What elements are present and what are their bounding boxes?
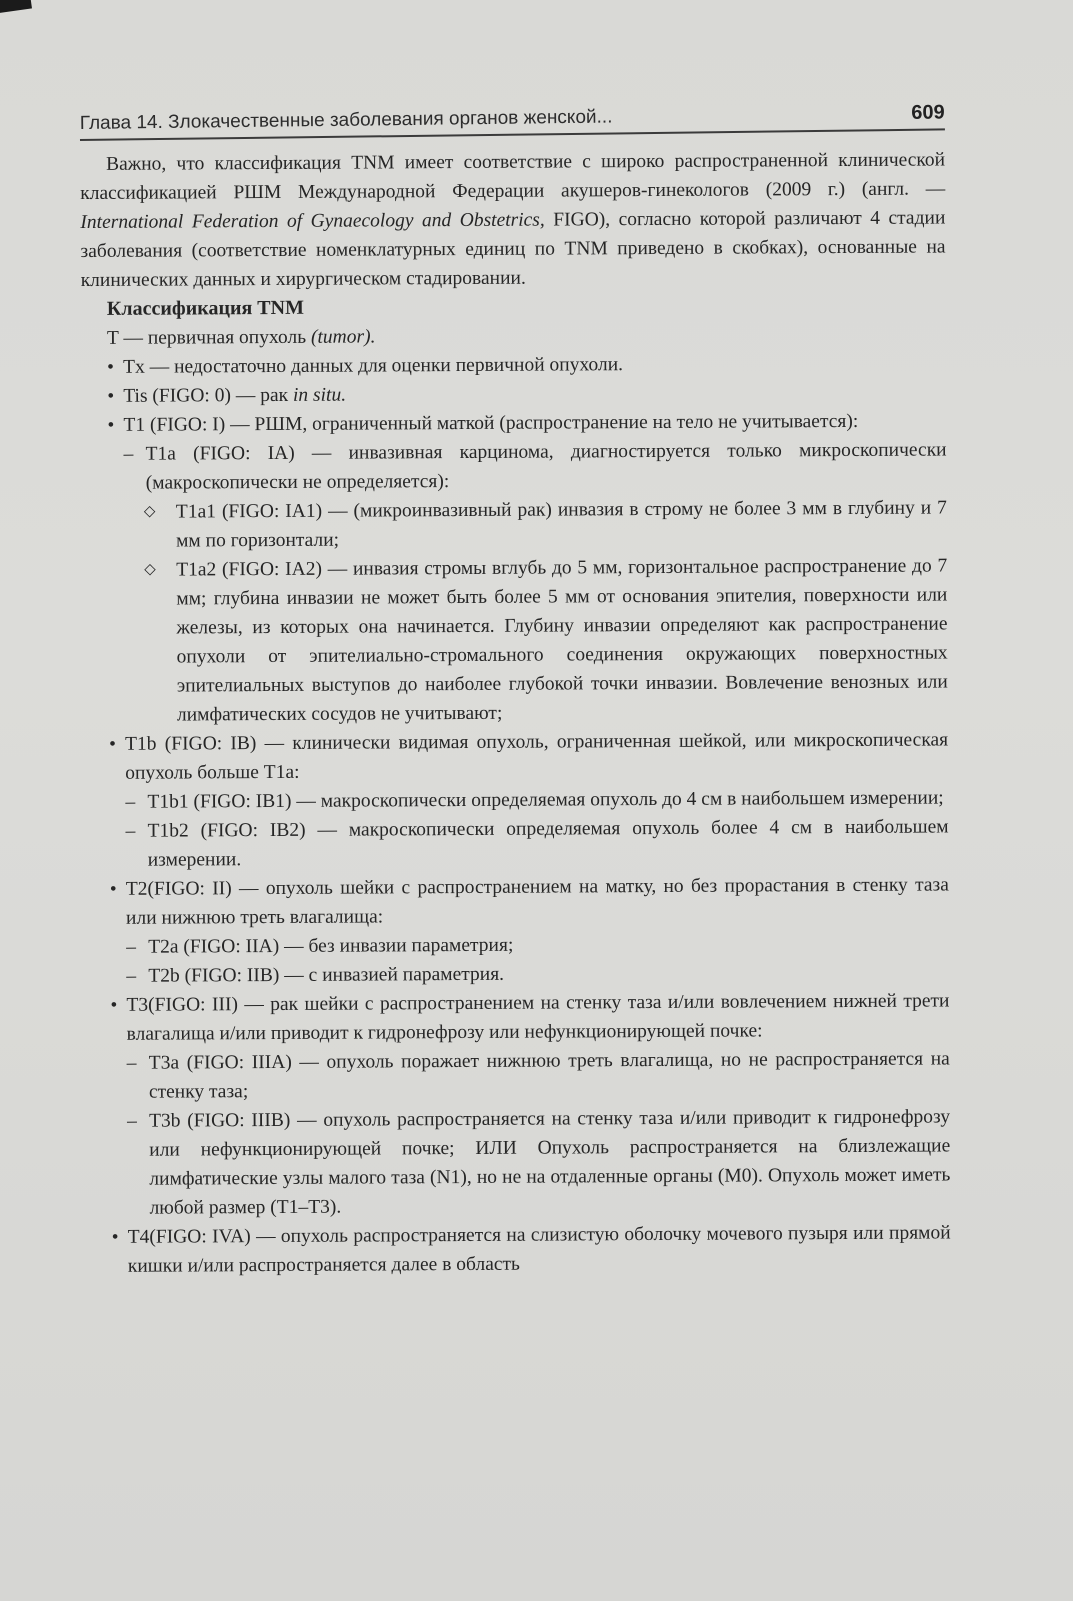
list-item-t3b: – T3b (FIGO: IIIB) — опухоль распространяется на стенку таза и/или приводит к гидронефрозу или нефункционирующей почке; ИЛИ Опухоль распространяется на близлежащие лимфатические узлы малого таза (N1), но не на отдаленные органы (M0). Опухоль может иметь любой размер (T1–T3). [127, 1106, 951, 1219]
list-item-t1a: – T1a (FIGO: IA) — инвазивная карцинома, диагностируется только микроскопически (макроскопически не определяется): [123, 439, 947, 494]
list-item-t2b: – T2b (FIGO: IIB) — с инвазией параметрия. [84, 957, 949, 991]
t-definition: T — первичная опухоль (tumor). [106, 326, 376, 349]
dash-marker: – [127, 1110, 137, 1132]
bullet-marker: • [109, 878, 117, 900]
dash-marker: – [126, 1052, 137, 1074]
list-item-t2: • T2(FIGO: II) — опухоль шейки с распространением на матку, но без прорастания в стенку таза или нижнюю треть влагалища: [109, 874, 949, 929]
list-item-tx: • Tx — недостаточно данных для оценки первичной опухоли. [81, 348, 946, 382]
intro-italic: International Federation of Gynaecology and Obstetrics, [80, 209, 545, 233]
dash-marker: – [123, 443, 134, 465]
list-item-t1a2: ◇ T1a2 (FIGO: IA2) — инвазия стромы вглубь до 5 мм, горизонтальное распространение до 7 мм; глубина инвазии не может быть более 5 мм от основания эпителия, поверхности или железы, из которых она начинается. Глубину инвазии определяют как распространение опухоли от эпителиально-стромального соединения окружающих поверхностных эпителиальных выступов до наиболее глубокой точки инвазии. Вовлечение венозных или лимфатических сосудов не учитывают; [144, 555, 948, 726]
list-item-t2a: – T2a (FIGO: IIA) — без инвазии параметрия; [84, 928, 949, 962]
intro-paragraph: Важно, что классификация TNM имеет соответствие с широко распространенной клинической классификацией РШМ Международной Федерации акушеров-гинекологов (2009 г.) (англ. — International Federation of Gynaecology and Obstetrics, FIGO), согласно которой различают 4 стадии заболевания (соответствие номенклатурных единиц по TNM приведено в скобках), основанные на клинических данных и хирургическом стадировании. [80, 149, 946, 291]
bullet-marker: • [109, 733, 116, 755]
list-item-tis: • Tis (FIGO: 0) — рак in situ. [81, 377, 946, 411]
classification-heading: Классификация TNM [106, 296, 304, 320]
dash-marker: – [126, 936, 136, 958]
dash-marker: – [125, 791, 136, 813]
dash-marker: – [126, 965, 137, 987]
list-item-t1a1: ◇ T1a1 (FIGO: IA1) — (микроинвазивный рак) инвазия в строму не более 3 мм в глубину и 7 мм по горизонтали; [143, 497, 947, 552]
bullet-marker: • [107, 414, 115, 436]
bullet-marker: • [110, 994, 118, 1016]
list-item-t3: • T3(FIGO: III) — рак шейки с распространением на стенку таза и/или вовлечением нижней трети влагалища и/или приводит к гидронефрозу или нефункционирующей почке: [110, 990, 950, 1045]
page-header [80, 90, 945, 141]
list-item-t3a: – T3a (FIGO: IIIA) — опухоль поражает нижнюю треть влагалища, но не распространяется на стенку таза; [126, 1048, 950, 1103]
diamond-icon: ◇ [143, 503, 156, 520]
list-item-t1b2: – T1b2 (FIGO: IB2) — макроскопически определяемая опухоль более 4 см в наибольшем измерении. [125, 816, 949, 871]
list-item-t1b: • T1b (FIGO: IB) — клинически видимая опухоль, ограниченная шейкой, или микроскопическая опухоль больше T1a: [109, 729, 949, 784]
bullet-marker: • [111, 1226, 119, 1248]
list-item-t1b1: – T1b1 (FIGO: IB1) — макроскопически определяемая опухоль до 4 см в наибольшем измерении; [83, 783, 948, 817]
bullet-marker: • [107, 385, 115, 407]
page-number: 609 [911, 101, 945, 124]
dash-marker: – [125, 820, 136, 842]
list-item-t4: • T4(FIGO: IVA) — опухоль распространяется на слизистую оболочку мочевого пузыря или прямой кишки и/или распространяется далее в область [111, 1222, 951, 1277]
running-title: Глава 14. Злокачественные заболевания органов женской... [79, 106, 613, 135]
list-item-t1: • T1 (FIGO: I) — РШМ, ограниченный маткой (распространение на тело не учитывается): [81, 406, 946, 440]
diamond-icon: ◇ [144, 561, 156, 578]
bullet-marker: • [107, 356, 115, 378]
scan-corner-shadow [0, 0, 32, 15]
page-body [80, 145, 951, 1281]
